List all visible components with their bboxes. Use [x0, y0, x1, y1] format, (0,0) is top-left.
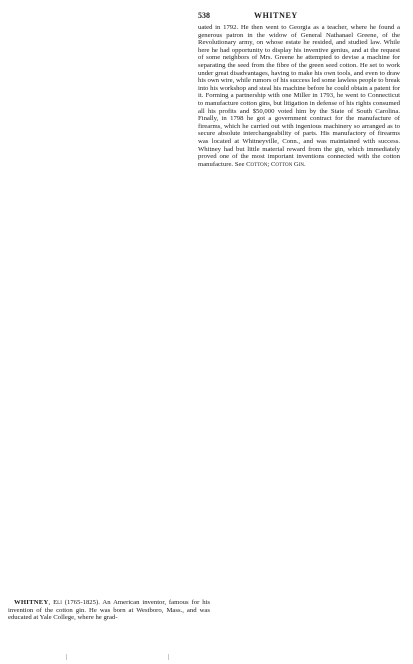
scan-mark: [66, 654, 67, 660]
page-number: 538: [198, 11, 210, 20]
entry-given-name: Eli: [53, 599, 62, 606]
entry-intro-text: (1765-1825). An American inventor, famous for his invention of the cotton gin. He was born at Westboro, Mass., and was educated at Yale College, where he grad-: [8, 599, 211, 622]
see-end: .: [304, 160, 306, 168]
cross-reference-cotton-gin[interactable]: Cotton Gin: [270, 160, 305, 168]
cross-reference-cotton[interactable]: Cotton: [246, 160, 268, 168]
entry-continuation: [198, 24, 400, 168]
running-head: WHITNEY: [254, 11, 298, 20]
entry-whitney-eli: WHITNEY, Eli (1765-1825). An American inventor, famous for his invention of the cotton gin. He was born at Westboro, Mass., and was educated at Yale College, where he grad-: [8, 599, 211, 622]
right-column: [198, 24, 400, 168]
entry-headword: WHITNEY: [14, 599, 49, 606]
see-separator: ;: [267, 160, 271, 168]
entry-body-text: uated in 1792. He then went to Georgia as a teacher, where he found a generous patron in the widow of General Nathanael Greene, of the Revolutionary army, on whose estate he resided, and studied law. While here he had opportunity to display his inventive genius, and at the request of some neighbors of Mrs. Greene he attempted to devise a machine for separating the seed from the fibre of the green seed cotton. He set to work under great disadvantages, having to make his own tools, and even to draw his own wire, while rumors of his success led some lawless people to break into his workshop and steal his machine before he could obtain a patent for it. Forming a partnership with one Miller in 1793, he went to Connecticut to manufacture cotton gins, but litigation in defense of his rights consumed all his profits and $50,000 voted him by the State of South Carolina. Finally, in 1798 he got a government contract for the manufacture of firearms, which he carried out with ingenious machinery so arranged as to secure absolute interchangeability of parts. His manufactory of firearms was located at Whitneyville, Conn., and was maintained with success. Whitney had but little material reward from the gin, which immediately proved one of the most important inventions connected with the cotton manufacture.: [198, 24, 400, 168]
scan-mark: [168, 654, 169, 660]
see-prefix: See: [233, 160, 247, 168]
left-column: [8, 599, 210, 622]
